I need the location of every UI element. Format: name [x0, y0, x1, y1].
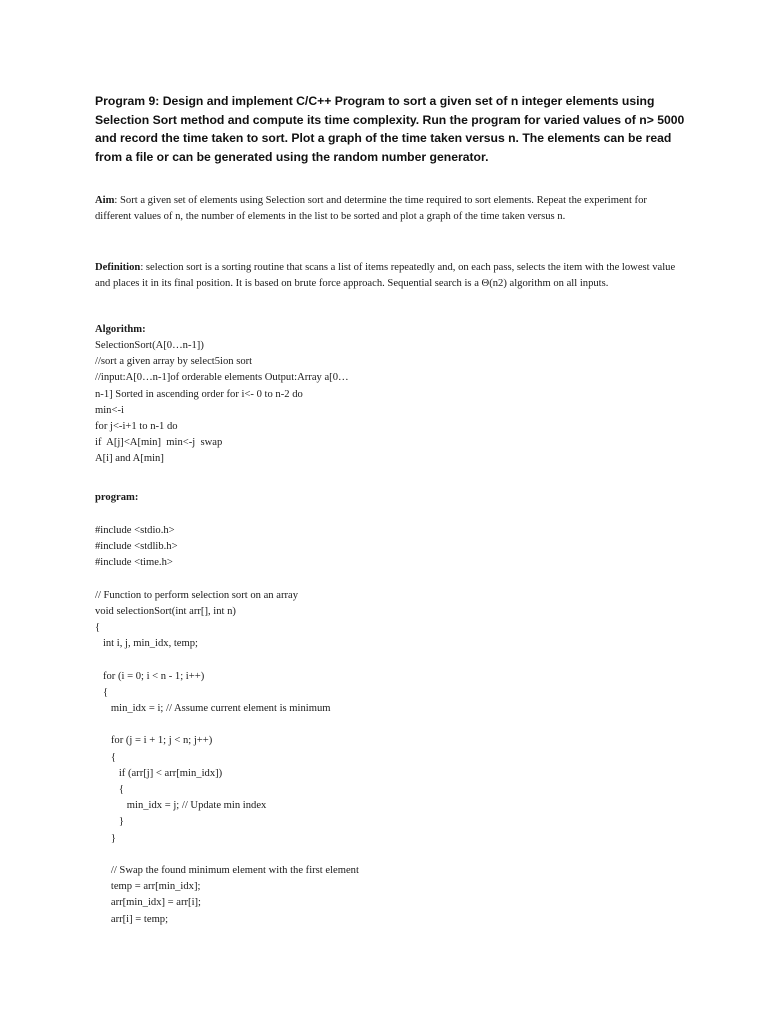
program-heading: Program 9: Design and implement C/C++ Program to sort a given set of n integer elements using Selection Sort method and compute its time complexity. Run the program for varied values of n> 5000 and record the time taken to sort. Plot a graph of the time taken versus n. The elements can be read from a file or can be generated using the random number generator. — [95, 94, 685, 164]
algorithm-line: SelectionSort(A[0…n-1]) — [95, 340, 204, 351]
code-line: { — [95, 751, 116, 763]
aim-text: : Sort a given set of elements using Selection sort and determine the time required to sort elements. Repeat the experiment for different values of n, the number of elements in the list to be sorted and plot a graph of the time taken versus n. — [95, 195, 647, 223]
code-line: } — [95, 832, 116, 844]
code-line: #include <stdlib.h> — [95, 541, 178, 553]
code-line — [95, 572, 359, 588]
code-line: void selectionSort(int arr[], int n) — [95, 605, 236, 617]
aim-label: Aim — [95, 195, 115, 206]
algorithm-line: //input:A[0…n-1]of orderable elements Output:Array a[0… — [95, 372, 349, 384]
code-line: { — [95, 622, 101, 634]
algorithm-line: //sort a given array by select5ion sort — [95, 356, 253, 368]
algorithm-line: for j<-i+1 to n-1 do — [95, 420, 178, 432]
code-line: // Function to perform selection sort on an array — [95, 589, 298, 601]
algorithm-line: n-1] Sorted in ascending order for i<- 0 to n-2 do — [95, 388, 303, 400]
aim-paragraph — [95, 193, 685, 225]
code-line: for (j = i + 1; j < n; j++) — [95, 735, 213, 747]
definition-label: Definition — [95, 262, 141, 273]
code-line: { — [95, 784, 124, 795]
code-line: int i, j, min_idx, temp; — [95, 638, 198, 650]
algorithm-line: A[i] and A[min] — [95, 453, 164, 465]
algorithm-line: if A[j]<A[min] min<-j swap — [95, 437, 223, 449]
code-line: #include <time.h> — [95, 557, 173, 569]
code-line: if (arr[j] < arr[min_idx]) — [95, 767, 223, 779]
code-line — [95, 653, 359, 669]
definition-text: : selection sort is a sorting routine that scans a list of items repeatedly and, on each pass, selects the item with the lowest value and places it in its final position. It is based on brute force approach. Sequential search is a Θ(n2) algorithm on all inputs. — [95, 262, 676, 290]
algorithm-lines — [95, 338, 349, 468]
algorithm-line: min<-i — [95, 404, 124, 416]
definition-paragraph — [95, 260, 685, 292]
code-line: #include <stdio.h> — [95, 525, 175, 536]
code-line: min_idx = i; // Assume current element is minimum — [95, 703, 331, 715]
program-title: program: — [95, 492, 139, 503]
code-line: // Swap the found minimum element with the first element — [95, 864, 359, 876]
program-code — [95, 523, 359, 928]
code-line: temp = arr[min_idx]; — [95, 881, 201, 893]
algorithm-title: Algorithm: — [95, 324, 146, 335]
code-line — [95, 717, 359, 733]
code-line: min_idx = j; // Update min index — [95, 800, 267, 812]
code-line: for (i = 0; i < n - 1; i++) — [95, 670, 205, 682]
code-line — [95, 847, 359, 863]
code-line: arr[min_idx] = arr[i]; — [95, 897, 201, 909]
code-line: arr[i] = temp; — [95, 913, 169, 925]
code-line: } — [95, 816, 124, 828]
code-line: { — [95, 686, 109, 698]
